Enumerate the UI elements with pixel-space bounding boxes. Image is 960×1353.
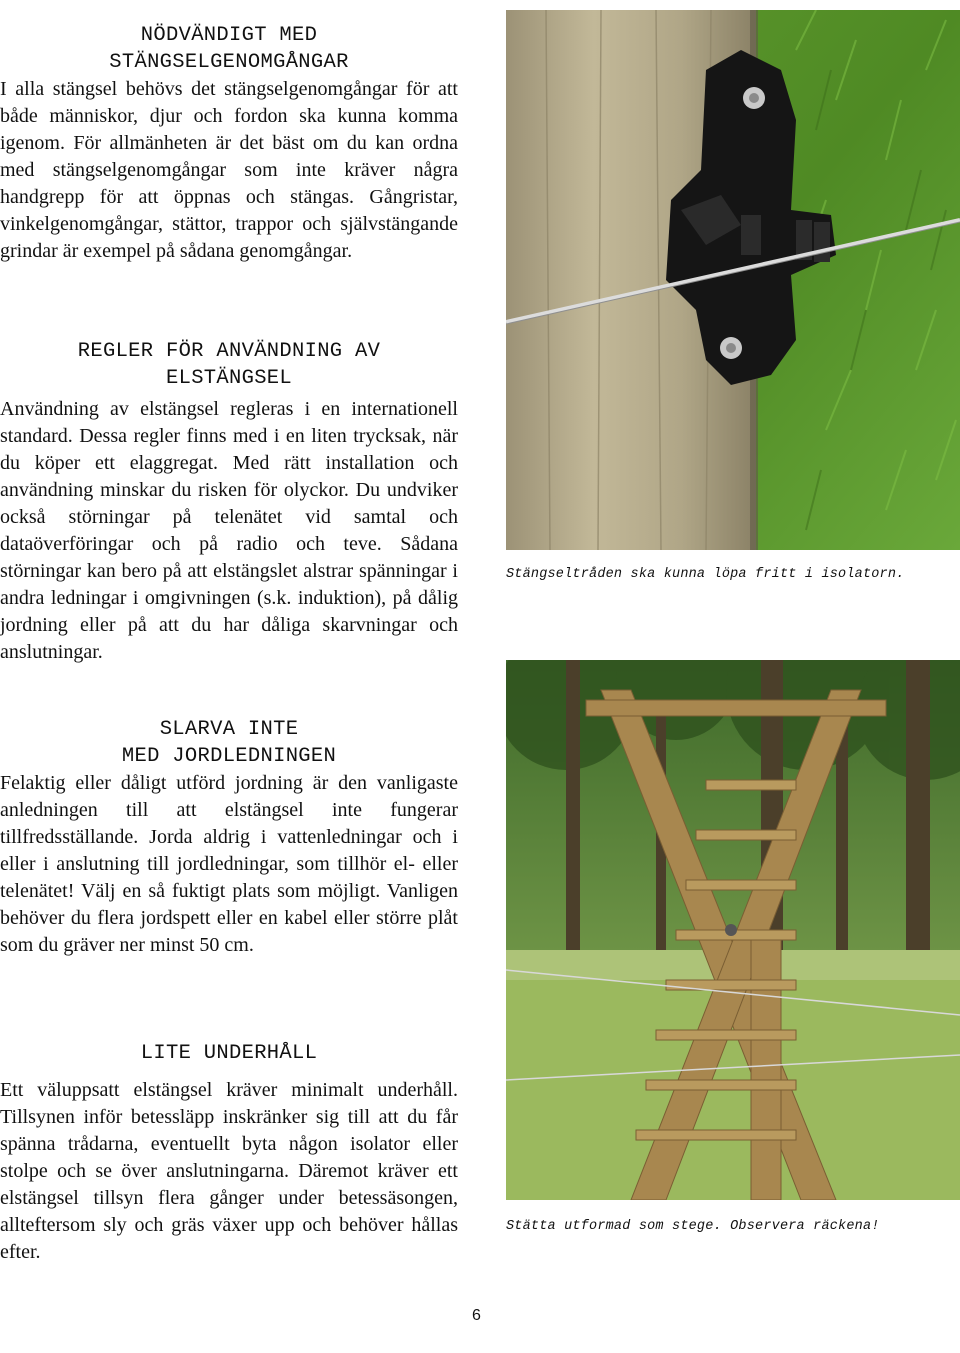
figure-caption: Stätta utformad som stege. Observera räckena! bbox=[506, 1219, 880, 1234]
figure-caption: Stängseltråden ska kunna löpa fritt i isolatorn. bbox=[506, 567, 905, 582]
section-regler bbox=[0, 338, 458, 666]
heading-line: SLARVA INTE bbox=[159, 718, 299, 741]
heading-line: STÄNGSELGENOMGÅNGAR bbox=[109, 51, 349, 74]
section-body: I alla stängsel behövs det stängselgenomgångar för att både människor, djur och fordon ska kunna komma igenom. För allmänheten är det bäst om du kan ordna med stängselgenomgångar som inte kräver några handgrepp för att öppnas och stängas. Gångristar, vinkelgenomgångar, stättor, trappor och självstängande grindar är exempel på sådana genomgångar. bbox=[0, 78, 458, 262]
section-body: Användning av elstängsel regleras i en internationell standard. Dessa regler finns med i en liten trycksak, när du köper ett elaggregat. Med rätt installation och användning minskar du risken för olyckor. Du undviker också störningar på telenätet vid samtal och dataöverföringar och på radio och teve. Sådana störningar kan bero på att elstängslet alstrar spänningar i andra ledningar i omgivningen (s.k. induktion), på dålig jordning eller på att du har dåliga skarvningar och anslutningar. bbox=[0, 398, 458, 663]
section-jordledningen bbox=[0, 716, 458, 959]
page-number: 6 bbox=[472, 1307, 481, 1324]
section-underhall bbox=[0, 1040, 458, 1266]
section-heading bbox=[0, 1040, 458, 1067]
heading-line: LITE UNDERHÅLL bbox=[140, 1042, 318, 1065]
heading-line: ELSTÄNGSEL bbox=[165, 367, 293, 390]
section-heading bbox=[0, 338, 458, 392]
heading-line: NÖDVÄNDIGT MED bbox=[140, 24, 318, 47]
insulator-photo bbox=[506, 10, 960, 550]
stile-photo bbox=[506, 660, 960, 1200]
section-heading bbox=[0, 22, 458, 76]
fence-insulator-image bbox=[506, 10, 960, 550]
section-heading bbox=[0, 716, 458, 770]
heading-line: MED JORDLEDNINGEN bbox=[121, 745, 337, 768]
section-body: Ett väluppsatt elstängsel kräver minimalt underhåll. Tillsynen inför betessläpp inskränker sig till att du får spänna trådarna, eventuellt byta någon isolator eller stolpe och se över anslutningarna. Däremot kräver ett elstängsel tillsyn flera gånger under betessäsongen, allteftersom sly och gräs växer upp och behöver hållas efter. bbox=[0, 1079, 458, 1263]
heading-line: REGLER FÖR ANVÄNDNING AV bbox=[77, 340, 381, 363]
stile-ladder-image bbox=[506, 660, 960, 1200]
section-stangselgenomgangar bbox=[0, 22, 458, 265]
section-body: Felaktig eller dåligt utförd jordning är den vanligaste anledningen till att elstängsel inte fungerar tillfredsställande. Jorda aldrig i vattenledningar och i eller i anslutning till jordledningar, som tillhör el- eller telenätet! Välj en så fuktigt plats som möjligt. Vanligen behöver du flera jordspett eller en kabel eller större plåt som du gräver ner minst 50 cm. bbox=[0, 772, 458, 956]
